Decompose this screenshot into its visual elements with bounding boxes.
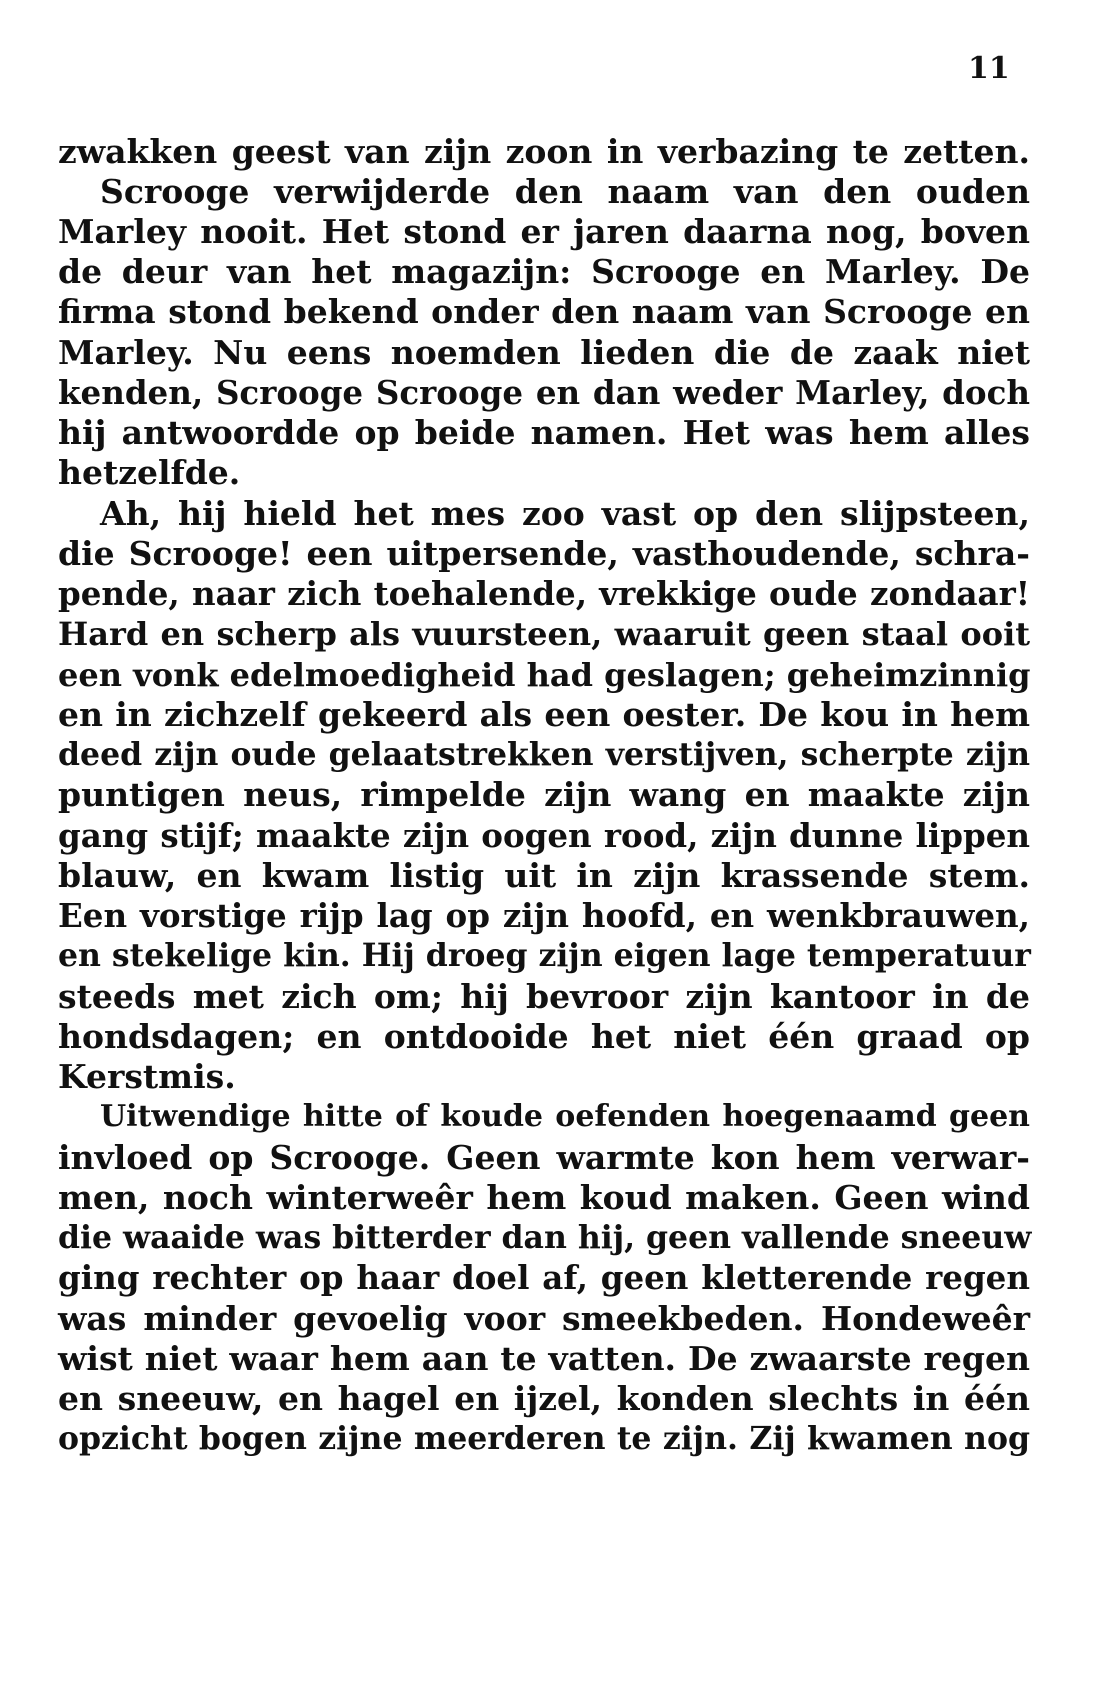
- text-line: zwakken geest van zijn zoon in verbazing te zetten.: [58, 132, 1030, 171]
- text-line: hetzelfde.: [58, 453, 241, 492]
- text-line: blauw, en kwam listig uit in zijn krassende stem.: [58, 856, 1030, 895]
- text-line: Kerstmis.: [58, 1057, 236, 1096]
- text-line: opzicht bogen zijne meerderen te zijn. Zij kwamen nog: [58, 1420, 1030, 1457]
- text-line: Hard en scherp als vuursteen, waaruit geen staal ooit: [58, 615, 1030, 653]
- text-line: pende, naar zich toehalende, vrekkige oude zondaar!: [58, 574, 1030, 613]
- text-line: Marley nooit. Het stond er jaren daarna nog, boven: [58, 212, 1030, 251]
- text-line: hij antwoordde op beide namen. Het was hem alles: [58, 413, 1030, 452]
- text-line: Een vorstige rijp lag op zijn hoofd, en wenkbrauwen,: [58, 896, 1030, 935]
- text-line: die Scrooge! een uitpersende, vasthoudende, schra-: [58, 534, 1030, 573]
- text-line: Uitwendige hitte of koude oefenden hoegenaamd geen: [100, 1099, 1030, 1134]
- page-number: 11: [968, 51, 1010, 86]
- text-line: Scrooge verwijderde den naam van den ouden: [100, 172, 1030, 211]
- text-line: een vonk edelmoedigheid had geslagen; geheimzinnig: [58, 656, 1031, 694]
- text-line: die waaide was bitterder dan hij, geen vallende sneeuw: [58, 1219, 1032, 1256]
- text-line: Marley. Nu eens noemden lieden die de zaak niet: [58, 333, 1030, 372]
- text-line: de deur van het magazijn: Scrooge en Marley. De: [58, 252, 1030, 291]
- text-line: Ah, hij hield het mes zoo vast op den slijpsteen,: [100, 494, 1030, 533]
- text-line: deed zijn oude gelaatstrekken verstijven, scherpte zijn: [58, 736, 1030, 773]
- text-line: en stekelige kin. Hij droeg zijn eigen lage temperatuur: [58, 937, 1031, 974]
- text-line: en sneeuw, en hagel en ijzel, konden slechts in één: [58, 1379, 1030, 1418]
- text-line: puntigen neus, rimpelde zijn wang en maakte zijn: [58, 775, 1030, 814]
- text-line: gang stijf; maakte zijn oogen rood, zijn dunne lippen: [58, 816, 1030, 855]
- text-line: men, noch winterweêr hem koud maken. Geen wind: [58, 1178, 1030, 1217]
- text-line: wist niet waar hem aan te vatten. De zwaarste regen: [58, 1339, 1030, 1378]
- text-line: kenden, Scrooge Scrooge en dan weder Marley, doch: [58, 373, 1030, 412]
- text-line: hondsdagen; en ontdooide het niet één graad op: [58, 1017, 1030, 1056]
- text-line: firma stond bekend onder den naam van Scrooge en: [58, 292, 1030, 331]
- text-line: was minder gevoelig voor smeekbeden. Hondeweêr: [58, 1299, 1030, 1338]
- text-line: steeds met zich om; hij bevroor zijn kantoor in de: [58, 977, 1030, 1016]
- text-line: invloed op Scrooge. Geen warmte kon hem verwar-: [58, 1138, 1030, 1177]
- text-line: en in zichzelf gekeerd als een oester. De kou in hem: [58, 695, 1030, 734]
- text-line: ging rechter op haar doel af, geen kletterende regen: [58, 1258, 1030, 1297]
